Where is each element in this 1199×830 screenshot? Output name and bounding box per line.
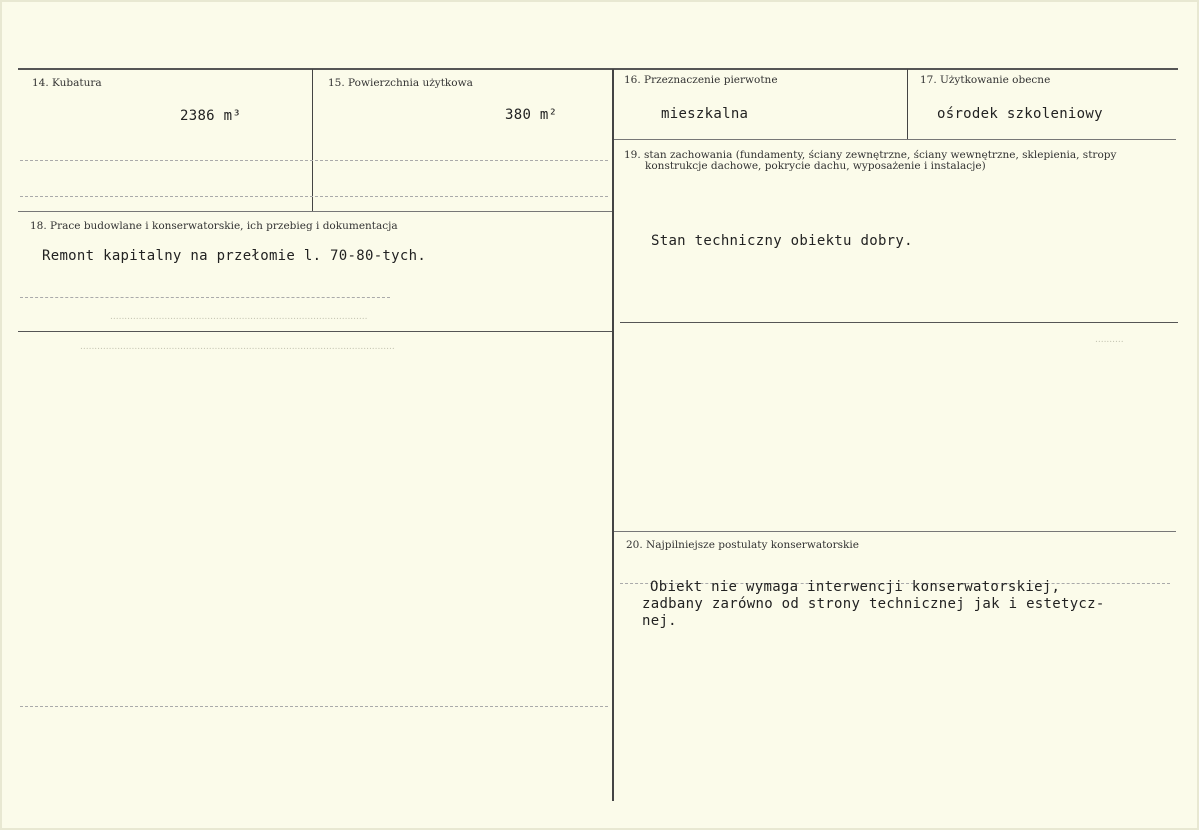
label-uzytkowanie: 17. Użytkowanie obecne [920, 74, 1051, 86]
value-kubatura: 2386 m³ [180, 108, 242, 124]
rule-20-top [614, 531, 1176, 532]
divider-16-17 [907, 69, 908, 139]
label-powierzchnia: 15. Powierzchnia użytkowa [328, 77, 473, 89]
value-przeznaczenie: mieszkalna [661, 106, 749, 122]
divider-14-15 [312, 69, 313, 211]
rule-18-dash-1 [20, 297, 390, 298]
label-prace-budowlane: 18. Prace budowlane i konserwatorskie, ich przebieg i dokumentacja [30, 220, 398, 232]
ghost-text-3: .......... [1095, 335, 1124, 345]
value-postulaty-line-2: zadbany zarówno od strony technicznej jak i estetycz- [642, 596, 1105, 612]
label-postulaty: 20. Najpilniejsze postulaty konserwatorskie [626, 539, 859, 551]
rule-14-dash [20, 160, 608, 161]
rule-14-dash-2 [20, 196, 608, 197]
value-postulaty-line-1: Obiekt nie wymaga interwencji konserwatorskiej, [650, 579, 1061, 595]
label-stan-zachowania-1: 19. stan zachowania (fundamenty, ściany zewnętrzne, ściany wewnętrzne, sklepienia, stropy [624, 149, 1117, 161]
rule-16-17-bottom [614, 139, 1176, 140]
rule-18-top [18, 211, 612, 212]
label-stan-zachowania-2: konstrukcje dachowe, pokrycie dachu, wyposażenie i instalacje) [645, 160, 986, 172]
rule-left-bottom [20, 706, 608, 707]
ghost-text-1: .......................................................................................... [110, 312, 368, 322]
ghost-text-2: .............................................................................................................. [80, 342, 395, 352]
value-prace-budowlane: Remont kapitalny na przełomie l. 70-80-tych. [42, 248, 427, 264]
label-kubatura: 14. Kubatura [32, 77, 102, 89]
value-powierzchnia: 380 m² [505, 107, 558, 123]
rule-19-bottom [620, 322, 1178, 323]
label-przeznaczenie: 16. Przeznaczenie pierwotne [624, 74, 778, 86]
divider-main [612, 69, 614, 801]
value-uzytkowanie: ośrodek szkoleniowy [937, 106, 1103, 122]
rule-18-bottom [18, 331, 612, 332]
value-postulaty-line-3: nej. [642, 613, 677, 629]
top-rule [18, 68, 1178, 70]
value-stan-zachowania: Stan techniczny obiektu dobry. [651, 233, 913, 249]
